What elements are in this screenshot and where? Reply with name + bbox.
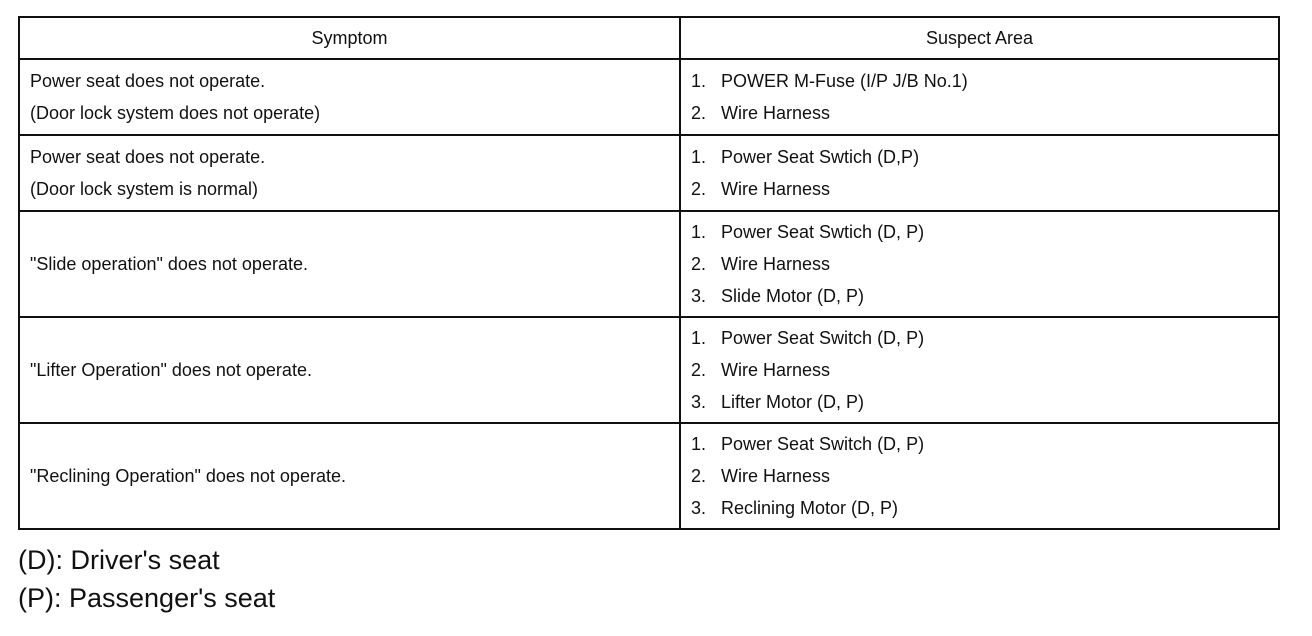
suspect-area-item bbox=[691, 97, 1268, 129]
suspect-area-cell bbox=[680, 211, 1279, 317]
symptom-cell bbox=[19, 317, 680, 423]
suspect-area-list bbox=[691, 65, 1268, 129]
suspect-area-item bbox=[691, 428, 1268, 460]
suspect-area-text: Wire Harness bbox=[721, 360, 831, 380]
symptom-cell bbox=[19, 423, 680, 529]
table-row bbox=[19, 59, 1279, 135]
suspect-area-item bbox=[691, 354, 1268, 386]
legend-passenger: (P): Passenger's seat bbox=[18, 583, 276, 613]
suspect-area-list bbox=[691, 216, 1268, 312]
suspect-area-text: Wire Harness bbox=[721, 466, 831, 486]
suspect-area-text: Power Seat Swtich (D, P) bbox=[721, 222, 925, 242]
suspect-area-column-header: Suspect Area bbox=[680, 17, 1279, 59]
symptom-cell bbox=[19, 135, 680, 211]
symptom-text: "Slide operation" does not operate. bbox=[30, 254, 308, 274]
symptom-text: Power seat does not operate. bbox=[30, 71, 266, 91]
table-header-row bbox=[19, 17, 1279, 59]
suspect-area-item bbox=[691, 173, 1268, 205]
item-number: 1. bbox=[691, 147, 707, 167]
symptom-text: "Reclining Operation" does not operate. bbox=[30, 466, 346, 486]
item-number: 3. bbox=[691, 392, 707, 412]
suspect-area-list bbox=[691, 428, 1268, 524]
item-number: 2. bbox=[691, 254, 707, 274]
legend-driver: (D): Driver's seat bbox=[18, 545, 220, 575]
suspect-area-cell bbox=[680, 317, 1279, 423]
suspect-area-text: Power Seat Switch (D, P) bbox=[721, 328, 925, 348]
suspect-area-text: Slide Motor (D, P) bbox=[721, 286, 865, 306]
suspect-area-item bbox=[691, 248, 1268, 280]
suspect-area-text: Wire Harness bbox=[721, 103, 831, 123]
suspect-area-text: Wire Harness bbox=[721, 179, 831, 199]
item-number: 2. bbox=[691, 103, 707, 123]
item-number: 2. bbox=[691, 466, 707, 486]
suspect-area-item bbox=[691, 141, 1268, 173]
suspect-area-list bbox=[691, 141, 1268, 205]
table-row bbox=[19, 211, 1279, 317]
suspect-area-list bbox=[691, 322, 1268, 418]
item-number: 1. bbox=[691, 434, 707, 454]
suspect-area-item bbox=[691, 460, 1268, 492]
item-number: 1. bbox=[691, 71, 707, 91]
symptom-column-header: Symptom bbox=[19, 17, 680, 59]
suspect-area-text: Power Seat Swtich (D,P) bbox=[721, 147, 920, 167]
suspect-area-item bbox=[691, 322, 1268, 354]
item-number: 3. bbox=[691, 286, 707, 306]
suspect-area-text: Wire Harness bbox=[721, 254, 831, 274]
troubleshooting-table bbox=[18, 16, 1280, 530]
item-number: 2. bbox=[691, 360, 707, 380]
suspect-area-text: Reclining Motor (D, P) bbox=[721, 498, 899, 518]
item-number: 1. bbox=[691, 222, 707, 242]
symptom-text: "Lifter Operation" does not operate. bbox=[30, 360, 312, 380]
table-row bbox=[19, 423, 1279, 529]
symptom-cell bbox=[19, 211, 680, 317]
suspect-area-text: Power Seat Switch (D, P) bbox=[721, 434, 925, 454]
item-number: 3. bbox=[691, 498, 707, 518]
suspect-area-cell bbox=[680, 59, 1279, 135]
legend bbox=[18, 541, 275, 617]
item-number: 1. bbox=[691, 328, 707, 348]
suspect-area-cell bbox=[680, 423, 1279, 529]
suspect-area-item bbox=[691, 386, 1268, 418]
table-row bbox=[19, 135, 1279, 211]
suspect-area-item bbox=[691, 216, 1268, 248]
symptom-text: (Door lock system does not operate) bbox=[30, 103, 321, 123]
suspect-area-item bbox=[691, 280, 1268, 312]
item-number: 2. bbox=[691, 179, 707, 199]
suspect-area-item bbox=[691, 65, 1268, 97]
symptom-text: (Door lock system is normal) bbox=[30, 179, 259, 199]
suspect-area-text: Lifter Motor (D, P) bbox=[721, 392, 865, 412]
symptom-cell bbox=[19, 59, 680, 135]
symptom-text: Power seat does not operate. bbox=[30, 147, 266, 167]
suspect-area-item bbox=[691, 492, 1268, 524]
suspect-area-text: POWER M-Fuse (I/P J/B No.1) bbox=[721, 71, 968, 91]
suspect-area-cell bbox=[680, 135, 1279, 211]
table-row bbox=[19, 317, 1279, 423]
